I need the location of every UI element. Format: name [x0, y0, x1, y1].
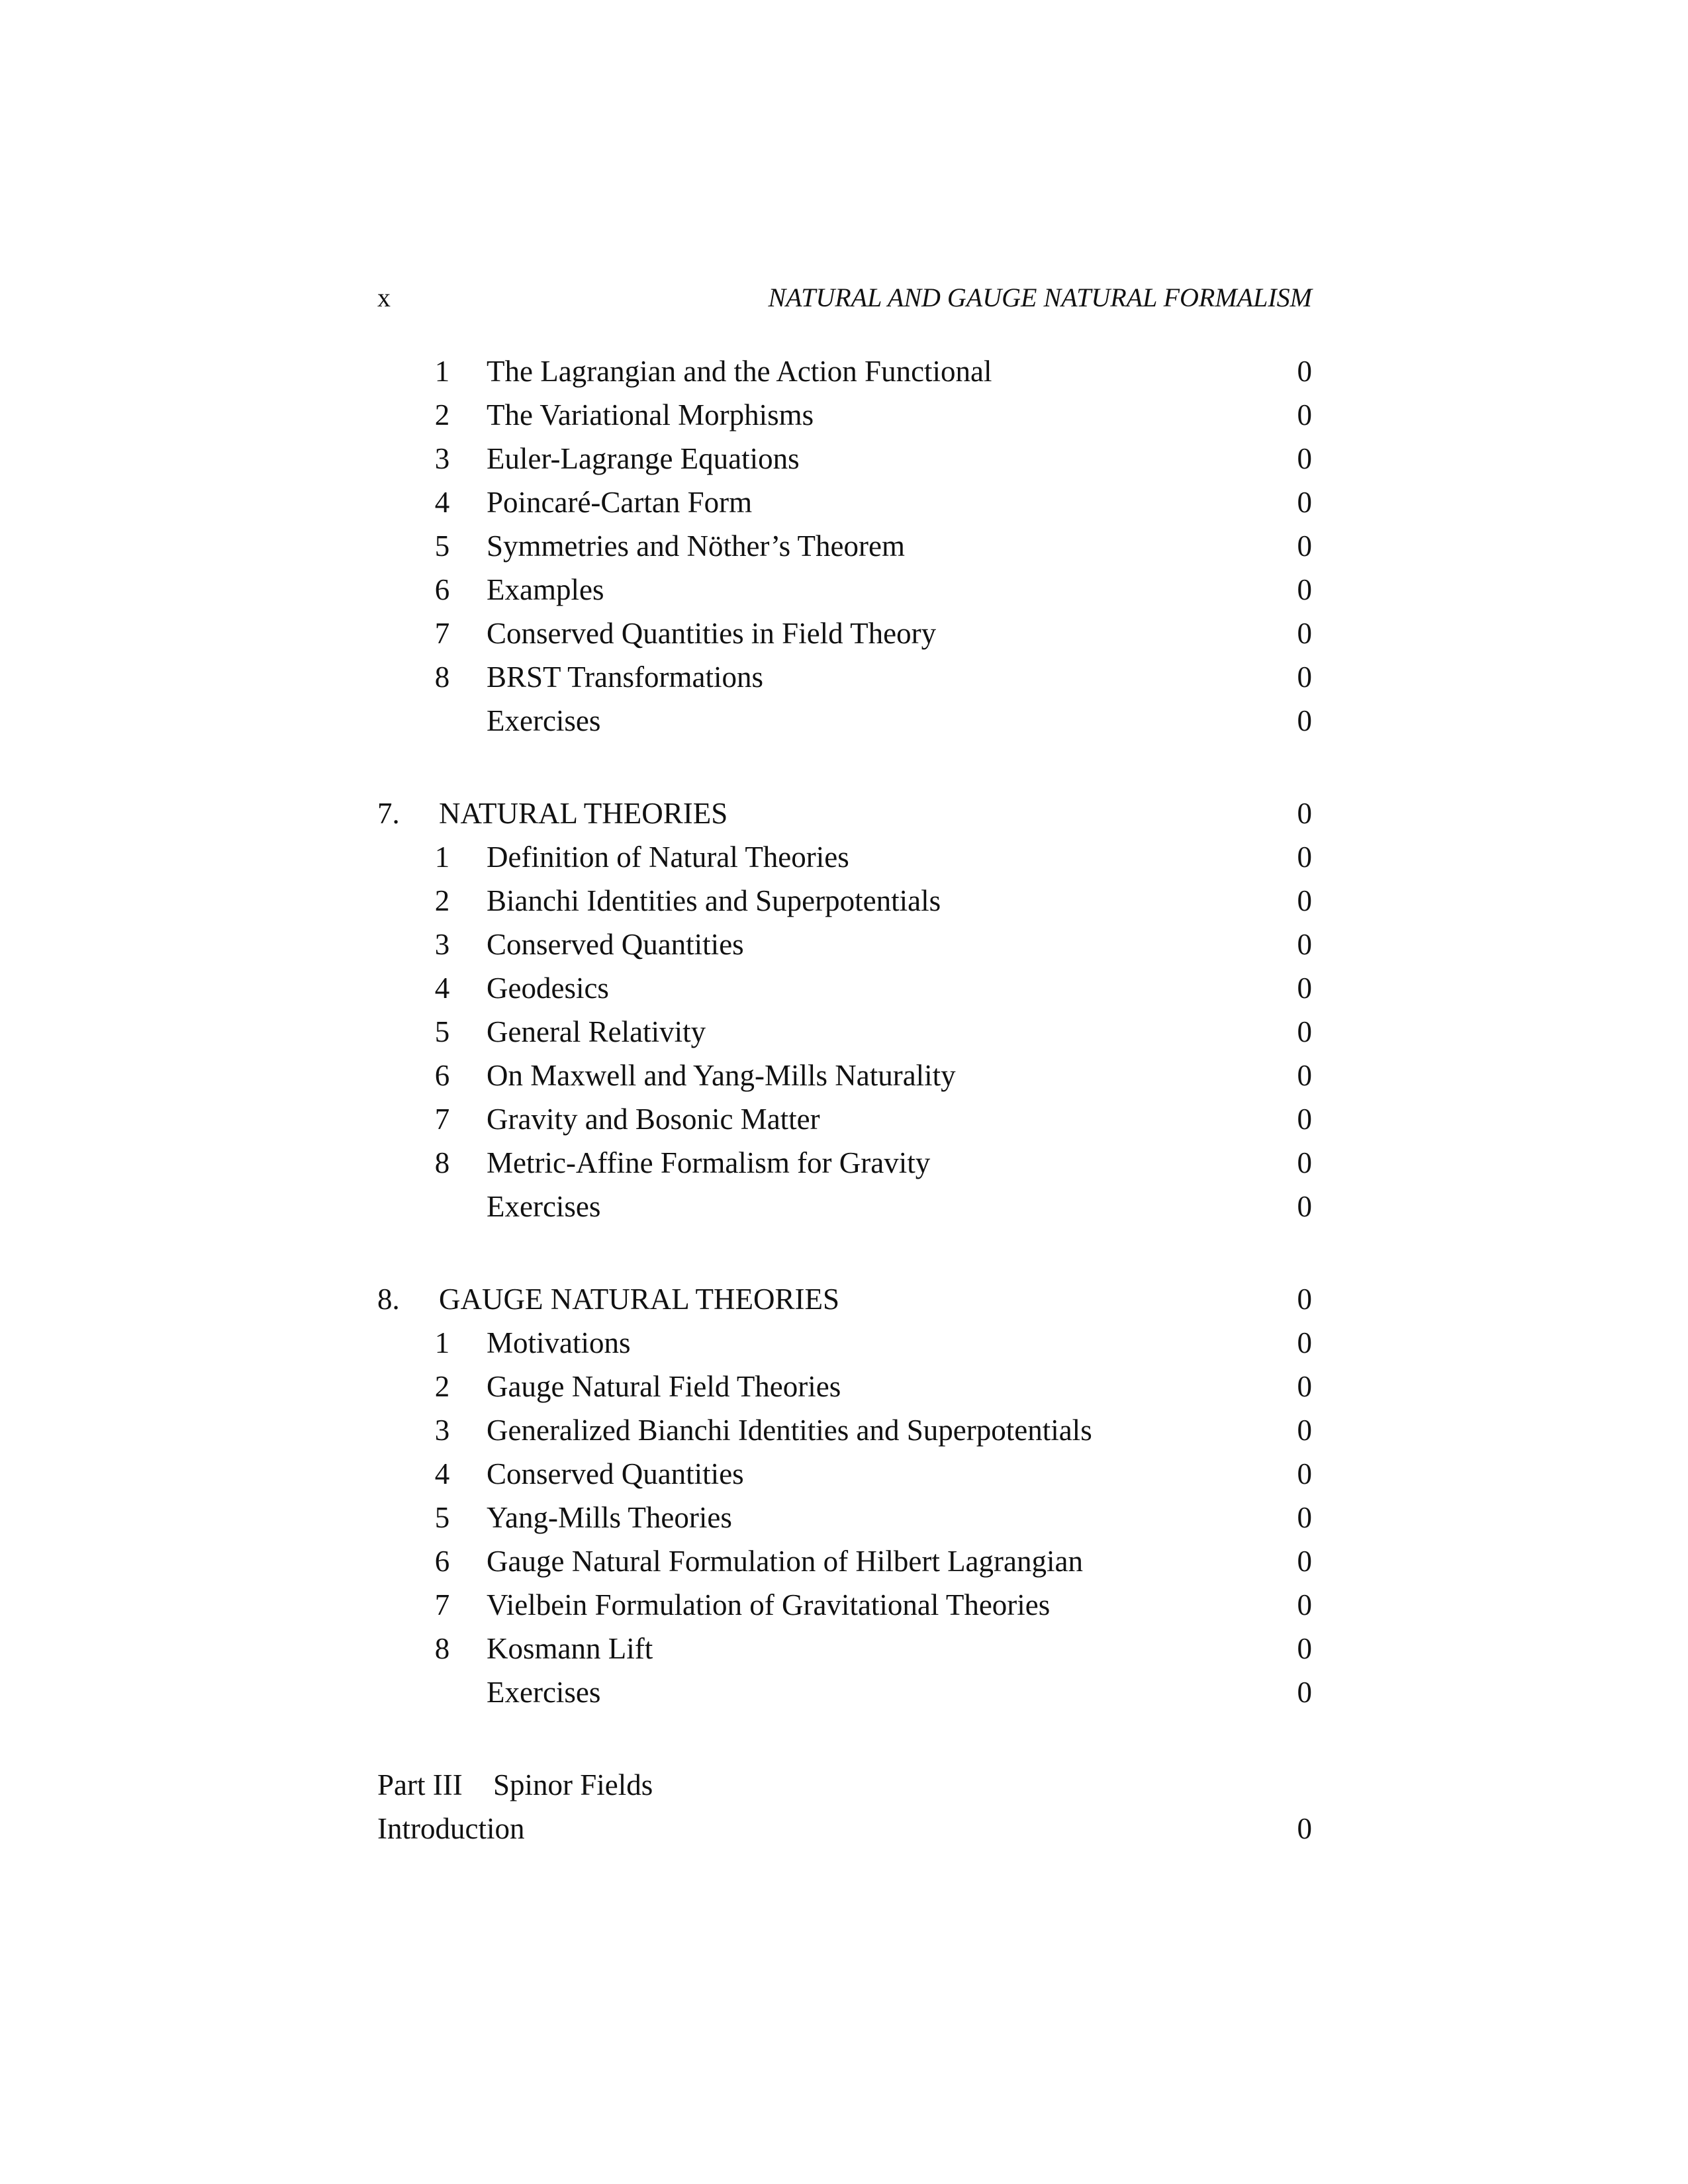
toc-entry-title: Vielbein Formulation of Gravitational Theories	[487, 1588, 1051, 1621]
toc-entry-page: 0	[1297, 841, 1312, 874]
toc-entry-page: 0	[1297, 1326, 1312, 1359]
toc-entry-title: BRST Transformations	[487, 660, 764, 694]
toc-entry[interactable]	[377, 1452, 1312, 1496]
toc-entry[interactable]	[377, 1141, 1312, 1185]
toc-entry-title: Yang-Mills Theories	[487, 1501, 732, 1534]
toc-entry-page: 0	[1297, 1457, 1312, 1490]
toc-entry-page: 0	[1297, 355, 1312, 388]
page-number: x	[377, 283, 391, 312]
toc-entry[interactable]	[377, 655, 1312, 699]
toc-entry[interactable]	[377, 524, 1312, 568]
toc-entry-number: 6	[434, 1059, 450, 1092]
toc-entry-title: Conserved Quantities	[487, 928, 744, 961]
toc-entry-number: 6	[434, 1545, 450, 1578]
toc-entry-number: 7	[434, 1588, 450, 1621]
toc-entry-number: 5	[434, 529, 450, 563]
toc-entry-page: 0	[1297, 398, 1312, 432]
toc-entry-number: 4	[434, 486, 450, 519]
toc-entry-page: 0	[1297, 928, 1312, 961]
toc-entry-title: Bianchi Identities and Superpotentials	[487, 884, 941, 917]
toc-entry-page: 0	[1297, 972, 1312, 1005]
toc-entry-page: 0	[1297, 1632, 1312, 1665]
toc-entry-page: 0	[1297, 1414, 1312, 1447]
toc-entry-title: Examples	[487, 573, 604, 606]
toc-entry-title: Definition of Natural Theories	[487, 841, 849, 874]
table-of-contents	[377, 349, 1312, 1850]
toc-entry-title: Euler-Lagrange Equations	[487, 442, 800, 475]
toc-entry-page: 0	[1297, 617, 1312, 650]
toc-entry-number: 8	[434, 1632, 450, 1665]
toc-entry-page: 0	[1297, 442, 1312, 475]
toc-entry[interactable]	[377, 966, 1312, 1010]
toc-entry[interactable]	[377, 1583, 1312, 1627]
toc-entry-number: 2	[434, 398, 450, 432]
section-spacer	[377, 1228, 1312, 1277]
toc-entry-title: On Maxwell and Yang-Mills Naturality	[487, 1059, 956, 1092]
toc-entry-number: 6	[434, 573, 450, 606]
toc-entry-number: 3	[434, 1414, 450, 1447]
toc-chapter-8[interactable]	[377, 1277, 1312, 1321]
toc-part-3[interactable]	[377, 1763, 1312, 1807]
toc-entry-title: Conserved Quantities	[487, 1457, 744, 1490]
toc-entry-title: Exercises	[487, 704, 601, 737]
toc-entry-number: 3	[434, 928, 450, 961]
toc-entry-page: 0	[1297, 1501, 1312, 1534]
toc-entry[interactable]	[377, 349, 1312, 393]
toc-entry[interactable]	[377, 1670, 1312, 1714]
toc-entry-number: 7	[434, 617, 450, 650]
toc-entry[interactable]	[377, 1010, 1312, 1054]
toc-entry-page: 0	[1297, 1370, 1312, 1403]
chapter-title: GAUGE NATURAL THEORIES	[439, 1283, 839, 1316]
part-title: Spinor Fields	[493, 1768, 653, 1801]
toc-entry-title: Exercises	[487, 1190, 601, 1223]
toc-entry[interactable]	[377, 879, 1312, 923]
toc-chapter-7[interactable]	[377, 792, 1312, 835]
toc-entry-title: Generalized Bianchi Identities and Superpotentials	[487, 1414, 1092, 1447]
introduction-title: Introduction	[377, 1812, 525, 1845]
toc-entry[interactable]	[377, 835, 1312, 879]
toc-entry-title: Geodesics	[487, 972, 609, 1005]
toc-entry-title: Kosmann Lift	[487, 1632, 653, 1665]
toc-entry-title: Exercises	[487, 1676, 601, 1709]
toc-entry-title: Gauge Natural Field Theories	[487, 1370, 841, 1403]
toc-entry[interactable]	[377, 568, 1312, 612]
toc-entry-number: 5	[434, 1501, 450, 1534]
introduction-page: 0	[1297, 1812, 1312, 1845]
chapter-page: 0	[1297, 1283, 1312, 1316]
toc-entry[interactable]	[377, 1539, 1312, 1583]
toc-entry-title: Gauge Natural Formulation of Hilbert Lagrangian	[487, 1545, 1083, 1578]
toc-entry-page: 0	[1297, 1103, 1312, 1136]
toc-entry-page: 0	[1297, 1676, 1312, 1709]
toc-entry-page: 0	[1297, 529, 1312, 563]
toc-entry-title: The Variational Morphisms	[487, 398, 814, 432]
toc-entry[interactable]	[377, 1097, 1312, 1141]
toc-entry-title: Conserved Quantities in Field Theory	[487, 617, 937, 650]
toc-entry-page: 0	[1297, 1190, 1312, 1223]
toc-entry-page: 0	[1297, 1146, 1312, 1179]
toc-entry[interactable]	[377, 1321, 1312, 1365]
toc-entry-number: 1	[434, 841, 450, 874]
toc-introduction[interactable]	[377, 1807, 1312, 1850]
toc-entry-number: 4	[434, 972, 450, 1005]
toc-entry-page: 0	[1297, 884, 1312, 917]
toc-entry-number: 1	[434, 355, 450, 388]
toc-entry-number: 2	[434, 1370, 450, 1403]
toc-entry[interactable]	[377, 1627, 1312, 1670]
chapter-number: 8.	[377, 1283, 400, 1316]
toc-entry-page: 0	[1297, 1059, 1312, 1092]
toc-entry-page: 0	[1297, 1015, 1312, 1048]
toc-entry[interactable]	[377, 612, 1312, 655]
toc-entry-page: 0	[1297, 1588, 1312, 1621]
toc-entry[interactable]	[377, 1365, 1312, 1408]
running-head: NATURAL AND GAUGE NATURAL FORMALISM	[768, 283, 1312, 312]
section-spacer	[377, 743, 1312, 792]
part-label: Part III	[377, 1768, 463, 1801]
section-spacer	[377, 1714, 1312, 1763]
toc-entry-title: General Relativity	[487, 1015, 706, 1048]
toc-entry-page: 0	[1297, 660, 1312, 694]
toc-entry[interactable]	[377, 437, 1312, 480]
toc-entry-title: Gravity and Bosonic Matter	[487, 1103, 820, 1136]
toc-entry-number: 4	[434, 1457, 450, 1490]
toc-entry-title: The Lagrangian and the Action Functional	[487, 355, 992, 388]
toc-entry-number: 7	[434, 1103, 450, 1136]
toc-entry-page: 0	[1297, 1545, 1312, 1578]
toc-entry-number: 5	[434, 1015, 450, 1048]
chapter-page: 0	[1297, 797, 1312, 830]
chapter-title: NATURAL THEORIES	[439, 797, 728, 830]
toc-entry[interactable]	[377, 1408, 1312, 1452]
toc-entry[interactable]	[377, 1496, 1312, 1539]
toc-entry[interactable]	[377, 1185, 1312, 1228]
toc-entry-title: Symmetries and Nöther’s Theorem	[487, 529, 905, 563]
toc-entry[interactable]	[377, 923, 1312, 966]
chapter-number: 7.	[377, 797, 400, 830]
toc-entry-number: 3	[434, 442, 450, 475]
toc-entry-page: 0	[1297, 486, 1312, 519]
toc-entry-title: Poincaré-Cartan Form	[487, 486, 753, 519]
toc-entry-page: 0	[1297, 704, 1312, 737]
toc-entry-title: Metric-Affine Formalism for Gravity	[487, 1146, 931, 1179]
toc-entry-number: 8	[434, 660, 450, 694]
toc-entry[interactable]	[377, 699, 1312, 743]
toc-entry[interactable]	[377, 393, 1312, 437]
toc-entry[interactable]	[377, 1054, 1312, 1097]
toc-entry-number: 1	[434, 1326, 450, 1359]
toc-entry-title: Motivations	[487, 1326, 631, 1359]
toc-entry-number: 2	[434, 884, 450, 917]
toc-entry-number: 8	[434, 1146, 450, 1179]
toc-entry-page: 0	[1297, 573, 1312, 606]
toc-entry[interactable]	[377, 480, 1312, 524]
